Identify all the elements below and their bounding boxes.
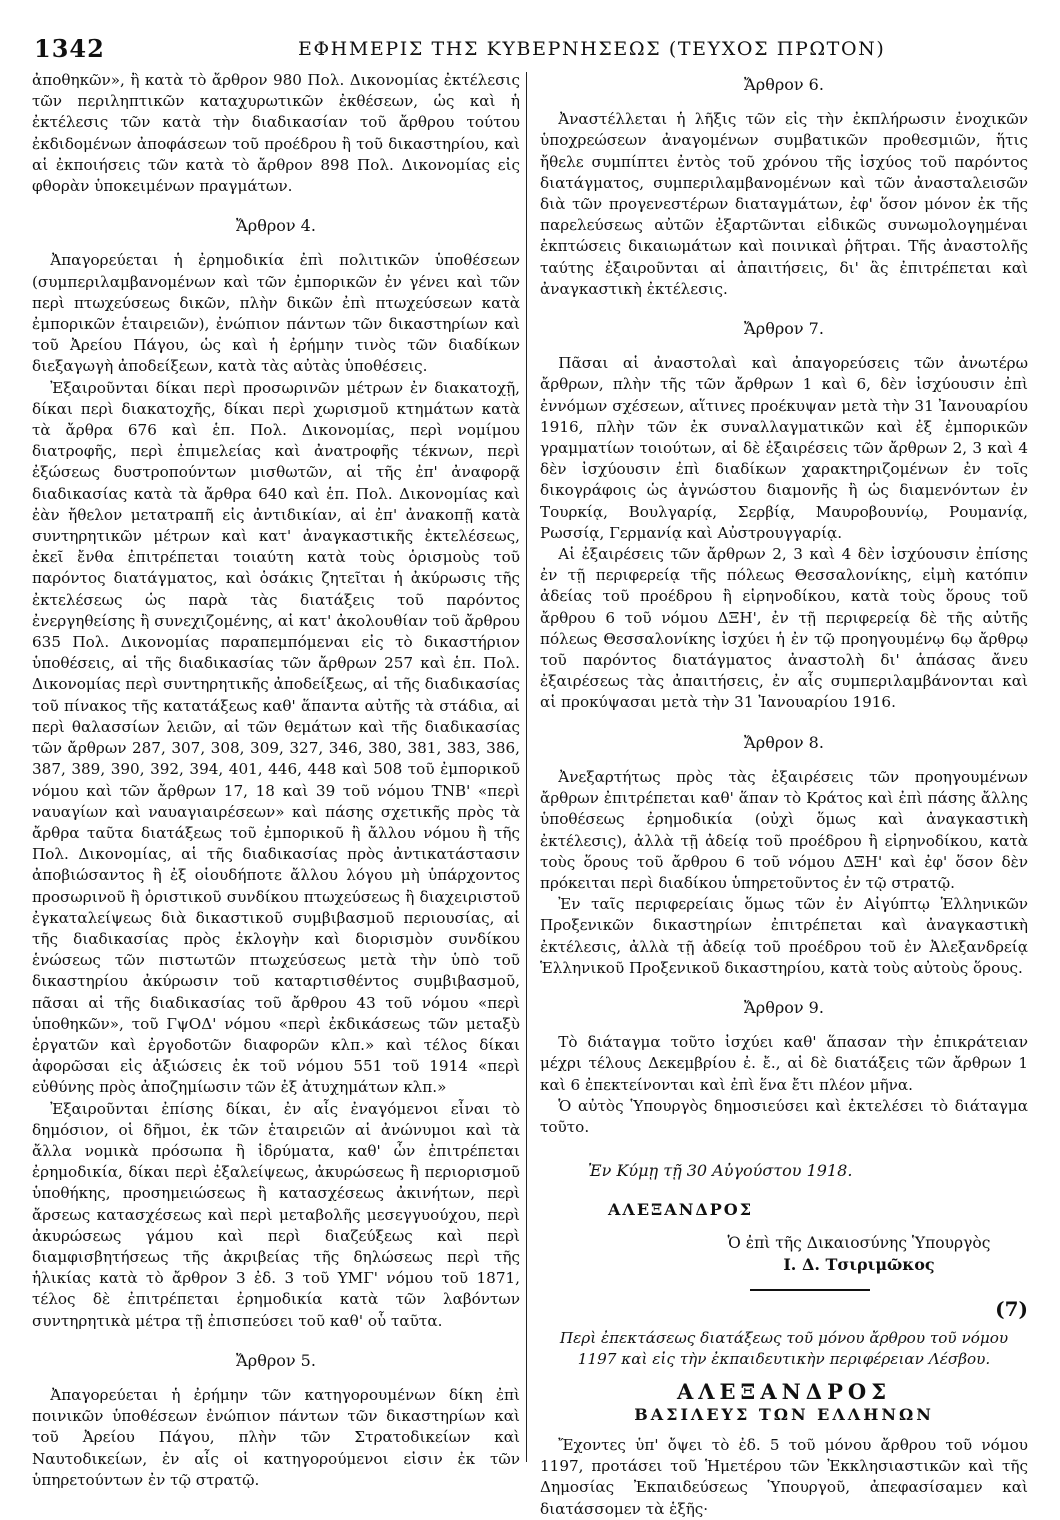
article-8-paragraph-2: Ἐν ταῖς περιφερείαις ὅμως τῶν ἐν Αἰγύπτῳ Ἑλληνικῶν Προξενικῶν δικαστηρίων ἐπιτρέπεται καὶ ἀναγκαστικὴ ἐκτέλεσις, ἀλλὰ τῇ ἀδείᾳ τοῦ προέδρου τοῦ ἐν Ἀλεξανδρείᾳ Ἑλληνικοῦ Προξενικοῦ δικαστηρίου, κατὰ τοὺς αὐτοὺς ὅρους.	[540, 895, 1028, 977]
signoff-date: Ἐν Κύμῃ τῇ 30 Αὐγούστου 1918.	[588, 1161, 853, 1181]
article-8-heading: Ἄρθρον 8.	[744, 732, 824, 752]
page-header	[28, 34, 1028, 64]
article-7-paragraph-1: Πᾶσαι αἱ ἀναστολαὶ καὶ ἀπαγορεύσεις τῶν ἀνωτέρω ἄρθρων, πλὴν τῆς τῶν ἄρθρων 1 καὶ 6, δὲν ἰσχύουσιν ἐπὶ ἐννόμων σχέσεων, αἵτινες προέκυψαν μετὰ τὴν 31 Ἰανουαρίου 1916, πλὴν τῶν ἐκ συναλλαγματικῶν καὶ ἐξ ἐμπορικῶν γραμματίων τοιούτων, αἱ δὲ ἐξαιρέσεις τῶν ἄρθρων 2, 3 καὶ 4 δὲν ἰσχύουσιν ἐπὶ διαδίκων χαρακτηριζομένων ἐν τοῖς δικογράφοις ὡς ἀγνώστου διαμονῆς ἢ ὡς διαμενόντων ἐν Τουρκίᾳ, Βουλγαρίᾳ, Σερβίᾳ, Μαυροβουνίῳ, Ρουμανίᾳ, Ρωσσίᾳ, Γερμανίᾳ καὶ Αὐστρουγγαρίᾳ.	[540, 354, 1028, 542]
decree-number: (7)	[995, 1296, 1028, 1321]
right-column	[540, 70, 1028, 1520]
article-4-heading: Ἄρθρον 4.	[236, 216, 316, 236]
article-6-paragraph-1: Ἀναστέλλεται ἡ λῆξις τῶν εἰς τὴν ἐκπλήρωσιν ἐνοχικῶν ὑποχρεώσεων ἀναγομένων συμβατικῶν προθεσμιῶν, ἥτις ἤθελε συμπίπτει ἐντὸς τοῦ χρόνου τῆς ἰσχύος τοῦ παρόντος διατάγματος, συμπεριλαμβανομένων καὶ τῶν ἀνασταλεισῶν διὰ τῶν προγενεστέρων διαταγμάτων, ἐφ' ὅσον μόνον ἐκ τῆς παρελεύσεως αὐτῶν ἐξαρτῶνται εἰδικῶς συνωμολογημέναι ἐκπτώσεις δικαιωμάτων καὶ ποινικαὶ ῥῆτραι. Τῆς ἀναστολῆς ταύτης ἐξαιροῦνται αἱ ἀπαιτήσεις, δι' ἃς ἐπιτρέπεται καὶ ἀναγκαστικὴ ἐκτέλεσις.	[540, 110, 1028, 298]
article-4-paragraph-2: Ἐξαιροῦνται δίκαι περὶ προσωρινῶν μέτρων ἐν διακατοχῇ, δίκαι περὶ διακατοχῆς, δίκαι περὶ χωρισμοῦ κτημάτων κατὰ τὰ ἄρθρα 676 καὶ ἑπ. Πολ. Δικονομίας, περὶ νομίμου διατροφῆς, περὶ ἐπιμελείας καὶ ἀνατροφῆς τέκνων, περὶ ἐξώσεως δυστροπούντων μισθωτῶν, αἱ τῆς ἐπ' ἀναφορᾷ διαδικασίας κατὰ τὰ ἄρθρα 640 καὶ ἑπ. Πολ. Δικονομίας καὶ ἐὰν ἤθελον μετατραπῆ εἰς ἀντιδικίαν, αἱ ἐπ' ἀνακοπῇ κατὰ συντηρητικῶν μέτρων καὶ κατ' ἀναγκαστικῆς ἐκτελέσεως, ἐκεῖ ἔνθα ἐπιτρέπεται τοιαύτη κατὰ τοὺς ὁρισμοὺς τοῦ παρόντος διατάγματος, καὶ ὁσάκις ζητεῖται ἡ ἀκύρωσις τῆς ἐκτελέσεως ὡς παρὰ τὰς διατάξεις τοῦ παρόντος ἐνεργηθείσης ἢ συνεχιζομένης, αἱ κατ' ἀκολουθίαν τοῦ ἄρθρου 635 Πολ. Δικονομίας παραπεμπόμεναι εἰς τὸ δικαστήριον ὑποθέσεις, αἱ τῆς διαδικασίας τῶν ἄρθρων 257 καὶ ἑπ. Πολ. Δικονομίας περὶ συντηρητικῆς ἀποδείξεως, αἱ τῆς διαδικασίας τοῦ πίνακος τῆς κατατάξεως καθ' ἅπαντα αὐτῆς τὰ στάδια, αἱ περὶ θαλασσίων λειῶν, αἱ τῶν θεμάτων καὶ τῆς διαδικασίας τῶν ἄρθρων 287, 307, 308, 309, 327, 346, 380, 381, 383, 386, 387, 389, 390, 392, 394, 401, 446, 448 καὶ 508 τοῦ ἐμπορικοῦ νόμου καὶ τῶν ἄρθρων 17, 18 καὶ 39 τοῦ νόμου ΤΝΒ' «περὶ ναυαγίων καὶ ναυαγιαιρέσεων» καὶ πάσης σχετικῆς πρὸς τὰ ἄρθρα ταῦτα διατάξεως τοῦ ἐμπορικοῦ ἢ ἄλλου νόμου ἢ τῆς Πολ. Δικονομίας, αἱ τῆς διαδικασίας πρὸς ἀντικατάστασιν ἀποβιώσαντος ἢ ἐξ οἱουδήποτε ἄλλου λόγου μὴ ὑπάρχοντος προσωρινοῦ ἢ ὁριστικοῦ συνδίκου πτωχεύσεως ἢ διαχειριστοῦ ἐγκαταλείψεως διὰ δικαστικοῦ συμβιβασμοῦ περιουσίας, αἱ τῆς διαδικασίας πρὸς ἐκλογὴν καὶ διορισμὸν συνδίκου ἑνώσεως τῶν πιστωτῶν πτωχεύσεως μετὰ τὴν ὑπὸ τοῦ δικαστηρίου ἀκύρωσιν τοῦ καταρτισθέντος συμβιβασμοῦ, πᾶσαι αἱ τῆς διαδικασίας τοῦ ἄρθρου 43 τοῦ νόμου «περὶ ὑποθηκῶν», τοῦ ΓψΟΔ' νόμου «περὶ ἐκδικάσεως τῶν μεταξὺ ἐργατῶν καὶ ἐργοδοτῶν διαφορῶν κλπ.» καὶ τέλος δίκαι ἀφορῶσαι εἰς ἀξιώσεις ἐκ τοῦ νόμου 551 τοῦ 1914 «περὶ εὐθύνης πρὸς ἀποζημίωσιν τῶν ἐξ ἀτυχημάτων κλπ.»	[32, 378, 520, 1097]
intro-paragraph: ἀποθηκῶν», ἢ κατὰ τὸ ἄρθρον 980 Πολ. Δικονομίας ἐκτέλεσις τῶν περιληπτικῶν καταχυρωτικῶν ἐκθέσεων, ὡς καὶ ἡ ἐκτέλεσις τῶν κατὰ τὴν διαδικασίαν τοῦ ἄρθρου τούτου ἐκδιδομένων ἀποφάσεων τοῦ προέδρου ἢ τοῦ δικαστηρίου, καὶ αἱ ἐκποιήσεις τῶν κατὰ τὸ ἄρθρον 898 Πολ. Δικονομίας εἰς φθορὰν ὑποκειμένων πραγμάτων.	[32, 71, 520, 196]
article-9-heading: Ἄρθρον 9.	[744, 997, 824, 1017]
article-4-paragraph-1: Ἀπαγορεύεται ἡ ἐρημοδικία ἐπὶ πολιτικῶν ὑποθέσεων (συμπεριλαμβανομένων καὶ τῶν ἐμπορικῶν ἐν γένει καὶ τῶν περὶ πτωχεύσεως δικῶν, πλὴν δικῶν ἐπὶ πτωχεύσεων κατὰ ἐμπορικῶν ἑταιρειῶν), ἐνώπιον πάντων τῶν δικαστηρίων καὶ τοῦ Ἀρείου Πάγου, ὡς καὶ ἡ ἐρήμην τινὸς τῶν διαδίκων διεξαγωγὴ ἀποδείξεων, κατὰ τὰς αὐτὰς ὑποθέσεις.	[32, 251, 520, 376]
king-signature: ΑΛΕΞΑΝΔΡΟΣ	[608, 1200, 754, 1220]
article-9-paragraph-1: Τὸ διάταγμα τοῦτο ἰσχύει καθ' ἅπασαν τὴν ἐπικράτειαν μέχρι τέλους Δεκεμβρίου ἐ. ἔ., αἱ δὲ διατάξεις τῶν ἄρθρων 1 καὶ 6 ἐπεκτείνονται καὶ ἐπὶ ἕνα ἔτι πλέον μῆνα.	[540, 1033, 1028, 1094]
decree-king: ΑΛΕΞΑΝΔΡΟΣ	[676, 1378, 892, 1404]
minister-title: Ὁ ἐπὶ τῆς Δικαιοσύνης Ὑπουργὸς	[727, 1233, 991, 1252]
article-7-paragraph-2: Αἱ ἐξαιρέσεις τῶν ἄρθρων 2, 3 καὶ 4 δὲν ἰσχύουσιν ἐπίσης ἐν τῇ περιφερείᾳ τῆς πόλεως Θεσσαλονίκης, εἰμὴ κατόπιν ἀδείας τοῦ προέδρου ἢ εἰρηνοδίκου, κατὰ τοὺς ὅρους τοῦ ἄρθρου 6 τοῦ νόμου ΔΞΗ', ἐν τῇ περιφερείᾳ δὲ τῆς αὐτῆς πόλεως Θεσσαλονίκης ἰσχύει ἡ ἐν τῷ προηγουμένῳ 6ῳ ἄρθρῳ τοῦ παρόντος διατάγματος ἀναστολὴ δι' ἁπάσας ἄνευ ἐξαιρέσεως τὰς ἀπαιτήσεις, ἐν αἷς συμπεριλαμβάνονται καὶ αἱ προκύψασαι μετὰ τὴν 31 Ἰανουαρίου 1916.	[540, 545, 1028, 712]
article-8-paragraph-1: Ἀνεξαρτήτως πρὸς τὰς ἐξαιρέσεις τῶν προηγουμένων ἄρθρων ἐπιτρέπεται καθ' ἅπαν τὸ Κράτος καὶ ἐπὶ πάσης ἄλλης ὑποθέσεως ἐρημοδικία (οὐχὶ ὅμως καὶ ἀναγκαστικὴ ἐκτέλεσις), ἀλλὰ τῇ ἀδείᾳ τοῦ προέδρου ἢ εἰρηνοδίκου, κατὰ τοὺς ὅρους τοῦ ἄρθρου 6 τοῦ νόμου ΔΞΗ' καὶ ἐφ' ὅσον δὲν πρόκειται περὶ διαδίκου ὑπηρετοῦντος ἐν τῷ στρατῷ.	[540, 767, 1028, 892]
article-4-paragraph-3: Ἐξαιροῦνται ἐπίσης δίκαι, ἐν αἷς ἐναγόμενοι εἶναι τὸ δημόσιον, οἱ δῆμοι, ἐκ τῶν ἑταιρειῶν αἱ ἀνώνυμοι καὶ τὰ ἄλλα νομικὰ πρόσωπα ἢ ἱδρύματα, καθ' ὧν ἐπιτρέπεται ἐρημοδικία, δίκαι περὶ ἐξαλείψεως, ἀκυρώσεως ἢ περιορισμοῦ ὑποθήκης, προσημειώσεως ἢ κατασχέσεως ἀκινήτων, περὶ ἄρσεως κατασχέσεως καὶ περὶ μεταβολῆς μεσεγγυούχου, περὶ ἀκυρώσεως γάμου καὶ περὶ διαζεύξεως καὶ περὶ διαμφισβητήσεως τῆς ἀκριβείας τῆς δηλώσεως περὶ τῆς ἡλικίας κατὰ τὸ ἄρθρον 3 ἐδ. 3 τοῦ ΥΜΓ' νόμου τοῦ 1871, τέλος δὲ ἐπιτρέπεται ἐρημοδικία κατὰ τῶν λαβόντων συντηρητικὰ μέτρα τῇ ἐπισπεύσει τοῦ καθ' οὗ ταῦτα.	[32, 1099, 520, 1330]
article-7-heading: Ἄρθρον 7.	[744, 319, 824, 339]
separator-rule	[750, 1289, 870, 1291]
decree-king-title: ΒΑΣΙΛΕΥΣ ΤΩΝ ΕΛΛΗΝΩΝ	[634, 1404, 934, 1424]
article-5-heading: Ἄρθρον 5.	[236, 1350, 316, 1370]
article-6-heading: Ἄρθρον 6.	[744, 75, 824, 94]
column-divider	[526, 72, 527, 1462]
gazette-title: ΕΦΗΜΕΡΙΣ ΤΗΣ ΚΥΒΕΡΝΗΣΕΩΣ (ΤΕΥΧΟΣ ΠΡΩΤΟΝ)	[298, 38, 886, 60]
minister-name: Ι. Δ. Τσιριμῶκος	[783, 1254, 935, 1274]
page-number: 1342	[34, 34, 105, 63]
article-5-paragraph-1: Ἀπαγορεύεται ἡ ἐρήμην τῶν κατηγορουμένων δίκη ἐπὶ ποινικῶν ὑποθέσεων ἐνώπιον πάντων τῶν δικαστηρίων καὶ τοῦ Ἀρείου Πάγου, πλὴν τῶν Στρατοδικείων καὶ Ναυτοδικείων, ἐν αἷς οἱ κατηγορούμενοι εἰσιν ἐκ τῶν ὑπηρετούντων ἐν τῷ στρατῷ.	[32, 1385, 520, 1489]
left-column	[32, 70, 520, 1491]
article-9-paragraph-2: Ὁ αὐτὸς Ὑπουργὸς δημοσιεύσει καὶ ἐκτελέσει τὸ διάταγμα τοῦτο.	[540, 1096, 1028, 1136]
decree-paragraph-1: Ἔχοντες ὑπ' ὄψει τὸ ἐδ. 5 τοῦ μόνου ἄρθρου τοῦ νόμου 1197, προτάσει τοῦ Ἡμετέρου τῶν Ἐκκλησιαστικῶν καὶ τῆς Δημοσίας Ἐκπαιδεύσεως Ὑπουργοῦ, ἀπεφασίσαμεν καὶ διατάσσομεν τὰ ἑξῆς·	[540, 1435, 1028, 1518]
decree-title: Περὶ ἐπεκτάσεως διατάξεως τοῦ μόνου ἄρθρου τοῦ νόμου 1197 καὶ εἰς τὴν ἐκπαιδευτικὴν περιφέρειαν Λέσβου.	[559, 1329, 1009, 1369]
